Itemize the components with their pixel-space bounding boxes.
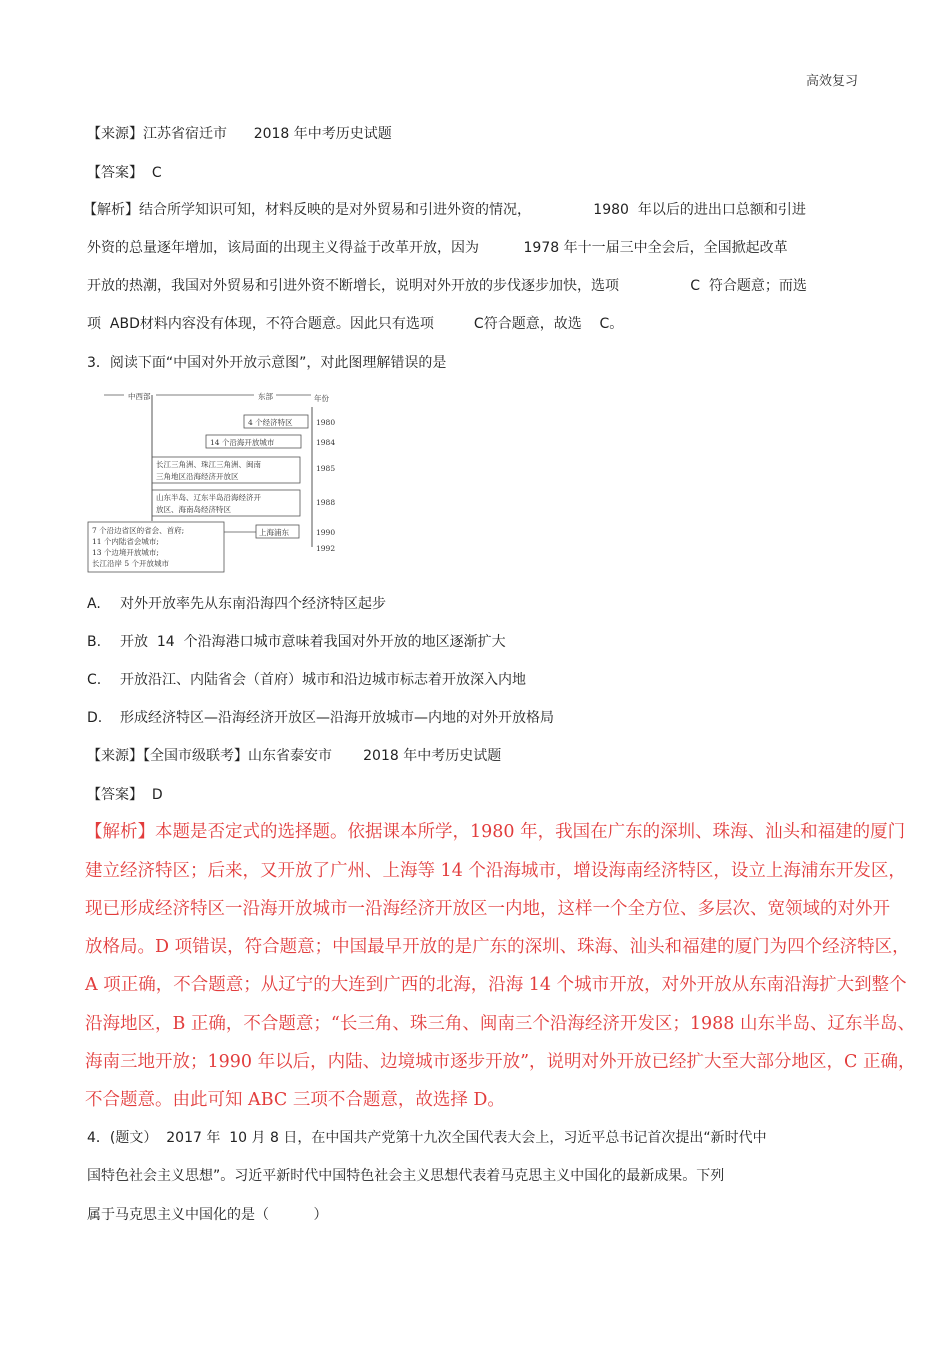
q4-stem-line: 4．(题文） 2017 年 10 月 8 日，在中国共产党第十九次全国代表大会上，习近平总书记首次提出“新时代中 xyxy=(87,1130,767,1146)
diagram-left-box-line: 11 个内陆省会城市; xyxy=(92,537,159,546)
option-text: 开放沿江、内陆省会（首府）城市和沿边城市标志着开放深入内地 xyxy=(120,672,526,688)
q2-analysis-line: 项 ABD材料内容没有体现，不符合题意。因此只有选项 C符合题意，故选 C。 xyxy=(87,316,624,332)
diagram-box-4-sez: 4 个经济特区 xyxy=(248,418,293,427)
q2-answer: 【答案】 C xyxy=(87,165,162,181)
option-letter: C. xyxy=(87,672,102,688)
diagram-year: 1985 xyxy=(316,464,336,473)
option-letter: D. xyxy=(87,710,103,726)
q4-stem-line: 属于马克思主义中国化的是（ ） xyxy=(87,1207,328,1223)
q3-option-d xyxy=(87,708,554,728)
q3-analysis-line: 不合题意。由此可知 ABC 三项不合题意，故选择 D。 xyxy=(85,1090,505,1110)
q2-analysis-line: 开放的热潮，我国对外贸易和引进外资不断增长，说明对外开放的步伐逐步加快，选项 C 符合题意；而选 xyxy=(87,278,807,294)
option-text: 形成经济特区—沿海经济开放区—沿海开放城市—内地的对外开放格局 xyxy=(120,710,554,726)
diagram-year: 1984 xyxy=(316,438,336,447)
diagram-col-midwest: 中西部 xyxy=(128,392,151,401)
q3-stem: 3．阅读下面“中国对外开放示意图”，对此图理解错误的是 xyxy=(87,355,447,371)
q3-answer: 【答案】 D xyxy=(87,787,163,803)
option-text: 开放 14 个沿海港口城市意味着我国对外开放的地区逐渐扩大 xyxy=(120,634,506,650)
q2-source: 【来源】江苏省宿迁市 2018 年中考历史试题 xyxy=(87,126,392,142)
diagram-col-year: 年份 xyxy=(314,394,329,403)
diagram-box-deltas-line2: 三角地区沿海经济开放区 xyxy=(156,472,239,481)
q3-option-b xyxy=(87,632,506,652)
q3-analysis-line: 建立经济特区；后来，又开放了广州、上海等 14 个沿海城市，增设海南经济特区，设立上海浦东开发区， xyxy=(85,861,906,881)
q3-analysis-line: 现已形成经济特区一沿海开放城市一沿海经济开放区一内地，这样一个全方位、多层次、宽领域的对外开 xyxy=(85,899,890,919)
q3-analysis-line: A 项正确，不合题意；从辽宁的大连到广西的北海，沿海 14 个城市开放，对外开放从东南沿海扩大到整个 xyxy=(85,975,907,995)
q2-analysis-line: 外资的总量逐年增加，该局面的出现主义得益于改革开放，因为 1978 年十一届三中全会后，全国掀起改革 xyxy=(87,240,788,256)
option-letter: A. xyxy=(87,596,101,612)
q3-source: 【来源】【全国市级联考】山东省泰安市 2018 年中考历史试题 xyxy=(87,748,502,764)
opening-up-diagram xyxy=(86,387,346,577)
diagram-col-east: 东部 xyxy=(258,392,273,401)
diagram-left-box-line: 13 个边境开放城市; xyxy=(92,548,159,557)
diagram-year: 1990 xyxy=(316,528,336,537)
diagram-left-box-line: 长江沿岸 5 个开放城市 xyxy=(92,559,170,568)
q3-analysis-line: 放格局。D 项错误，符合题意；中国最早开放的是广东的深圳、珠海、汕头和福建的厦门为四个经济特区， xyxy=(85,937,910,957)
q3-analysis-line: 【解析】本题是否定式的选择题。依据课本所学，1980 年，我国在广东的深圳、珠海、汕头和福建的厦门 xyxy=(85,822,906,842)
q3-analysis-line: 沿海地区，B 正确，不合题意；“长三角、珠三角、闽南三个沿海经济开发区；1988 山东半岛、辽东半岛、 xyxy=(85,1014,915,1034)
option-letter: B. xyxy=(87,634,102,650)
q4-stem-line: 国特色社会主义思想”。习近平新时代中国特色社会主义思想代表着马克思主义中国化的最新成果。下列 xyxy=(87,1168,725,1184)
option-text: 对外开放率先从东南沿海四个经济特区起步 xyxy=(120,596,386,612)
diagram-box-peninsulas-line1: 山东半岛、辽东半岛沿海经济开 xyxy=(156,493,261,502)
diagram-year: 1980 xyxy=(316,418,336,427)
diagram-box-pudong: 上海浦东 xyxy=(259,528,289,537)
diagram-box-14-cities: 14 个沿海开放城市 xyxy=(210,438,275,447)
diagram-left-box-line: 7 个沿边省区的省会、首府; xyxy=(92,526,185,535)
q3-option-a xyxy=(87,594,386,614)
q2-analysis-line: 【解析】结合所学知识可知，材料反映的是对外贸易和引进外资的情况， 1980 年以后的进出口总额和引进 xyxy=(83,202,806,218)
diagram-box-deltas-line1: 长江三角洲、珠江三角洲、闽南 xyxy=(156,460,261,469)
diagram-box-peninsulas-line2: 放区、海南岛经济特区 xyxy=(156,505,231,514)
q3-analysis-line: 海南三地开放；1990 年以后，内陆、边境城市逐步开放”，说明对外开放已经扩大至大部分地区，C 正确， xyxy=(85,1052,916,1072)
diagram-year: 1988 xyxy=(316,498,336,507)
diagram-year: 1992 xyxy=(316,544,336,553)
q3-option-c xyxy=(87,670,526,690)
page-header: 高效复习 xyxy=(805,74,858,89)
